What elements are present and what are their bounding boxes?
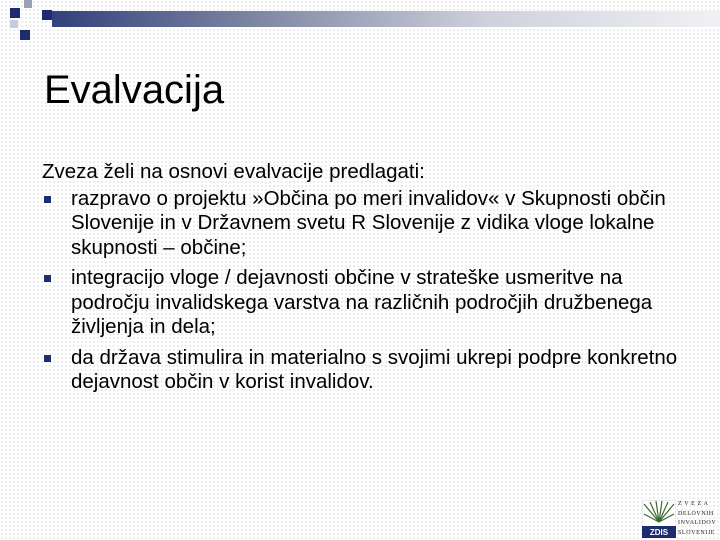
deco-square-lower <box>20 30 30 40</box>
slide-title: Evalvacija <box>44 68 225 112</box>
logo-line: DELOVNIH <box>678 510 714 517</box>
logo-text-block <box>678 500 716 538</box>
bullet-item <box>42 346 692 395</box>
deco-square-top-left <box>10 8 20 18</box>
square-bullet-icon <box>44 196 51 203</box>
deco-square-light <box>10 20 18 28</box>
square-bullet-icon <box>44 275 51 282</box>
bullet-item <box>42 266 692 340</box>
bullet-text: razpravo o projektu »Občina po meri invalidov« v Skupnosti občin Slovenije in v Državnem svetu R Slovenije z vidika vloge lokalne skupnosti – občine; <box>71 186 666 259</box>
intro-text: Zveza želi na osnovi evalvacije predlagati: <box>42 160 425 183</box>
bullet-item <box>42 187 692 261</box>
logo-mark-text: ZDIS <box>649 528 669 537</box>
header-decoration <box>0 0 720 45</box>
deco-gradient-bar <box>52 11 720 27</box>
deco-square-mid <box>42 10 52 20</box>
slide-body <box>42 160 692 401</box>
deco-square-small <box>24 0 32 8</box>
bullet-text: da država stimulira in materialno s svojimi ukrepi podpre konkretno dejavnost občin v korist invalidov. <box>71 345 678 393</box>
bullet-text: integracijo vloge / dejavnosti občine v strateške usmeritve na področju invalidskega varstva na različnih področjih družbenega življenja in dela; <box>71 266 653 338</box>
logo-line: Z V E Z A <box>678 501 709 507</box>
logo-line: SLOVENIJE <box>678 529 716 536</box>
logo-line: INVALIDOV <box>678 520 717 526</box>
bullet-list <box>42 187 692 395</box>
zdis-logo <box>642 498 720 540</box>
square-bullet-icon <box>44 355 51 362</box>
zdis-logo-icon <box>642 500 676 538</box>
